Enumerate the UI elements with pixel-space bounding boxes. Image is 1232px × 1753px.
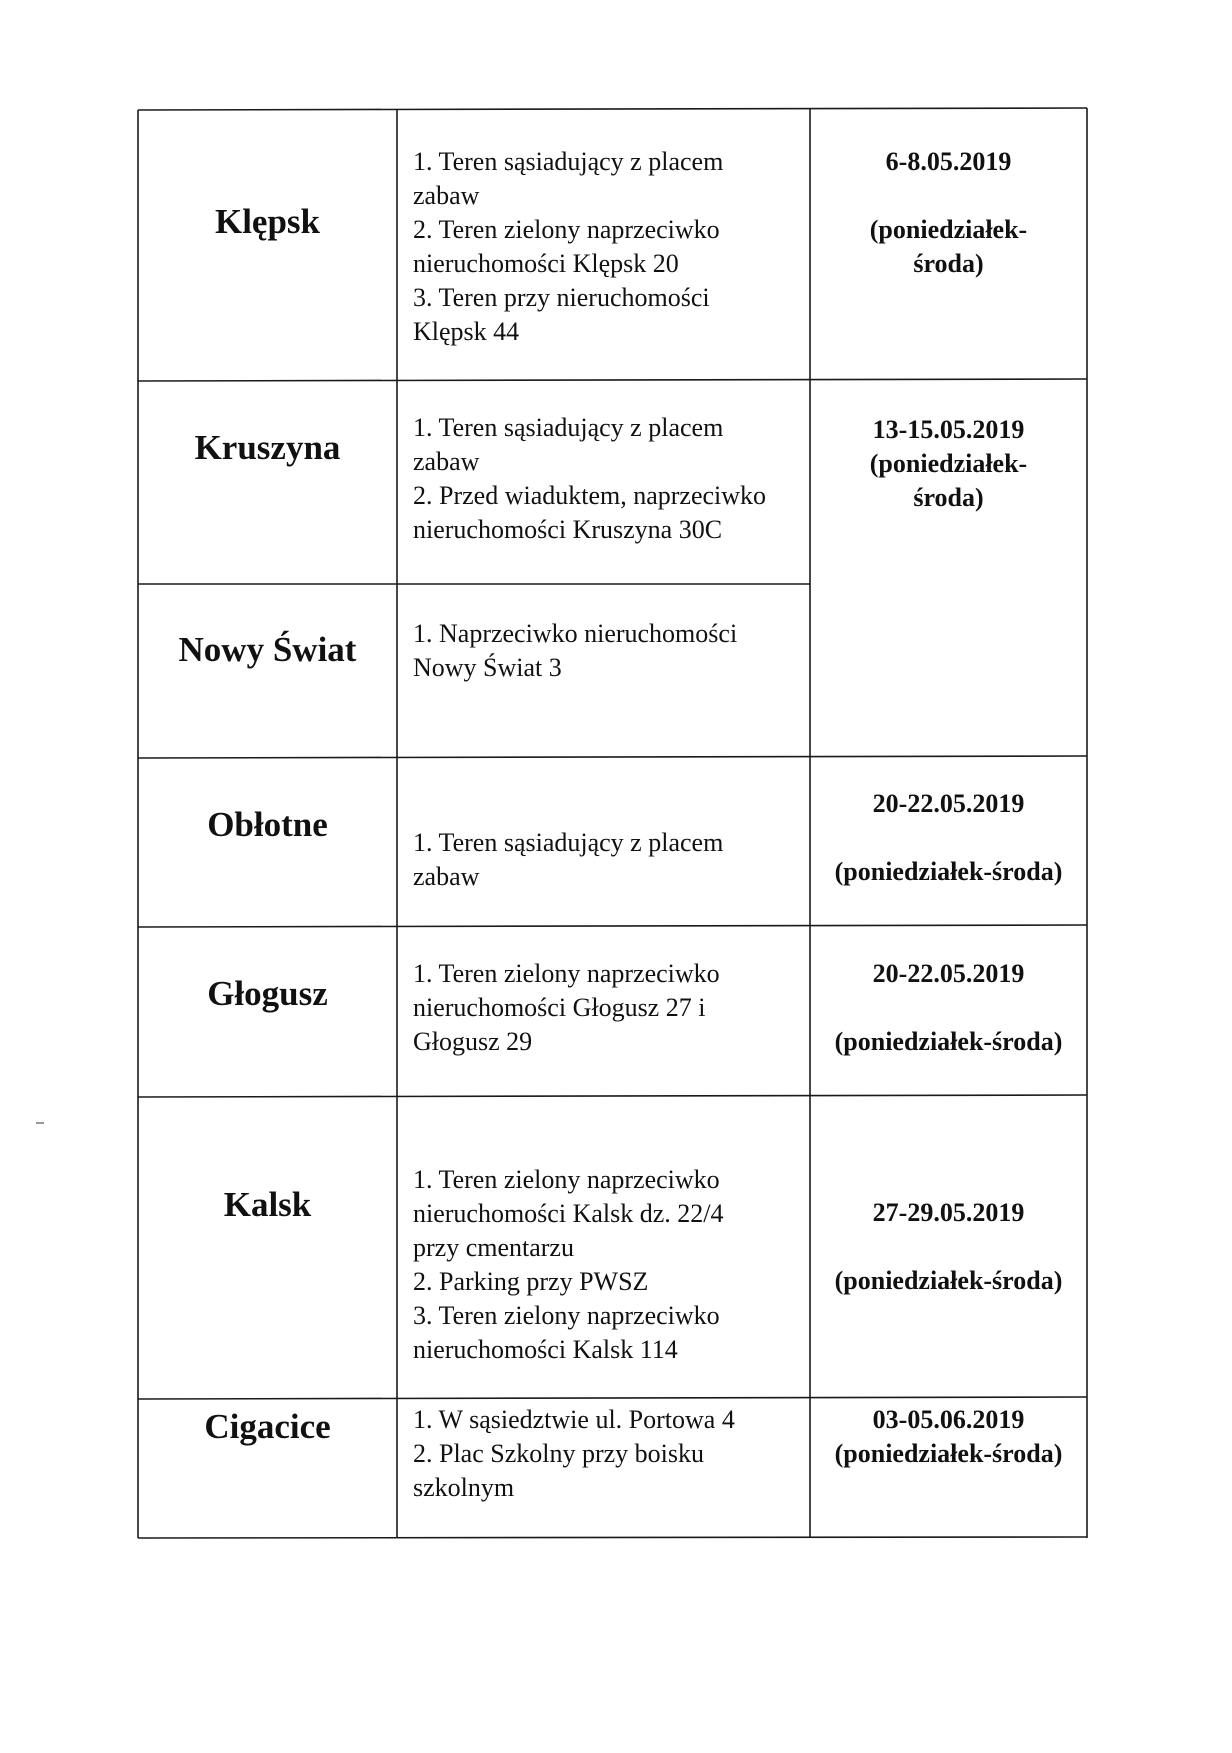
locations-cell [397, 110, 810, 381]
weekdays: (poniedziałek- [869, 449, 1028, 478]
date-cell [810, 1397, 1087, 1537]
date-range: 20-22.05.2019 [872, 789, 1025, 818]
location-line: nieruchomości Głogusz 27 i [413, 993, 706, 1022]
locations-cell [397, 584, 810, 758]
locations-cell [397, 927, 810, 1097]
date-cell [810, 379, 1087, 756]
location-line: Nowy Świat 3 [413, 653, 562, 682]
date-cell [810, 925, 1087, 1095]
weekdays: (poniedziałek-środa) [834, 1266, 1063, 1295]
weekdays: (poniedziałek- [869, 215, 1028, 244]
table-row [138, 758, 397, 927]
locations-cell [397, 1399, 810, 1538]
date-range: 13-15.05.2019 [872, 415, 1025, 444]
location-line: 3. Teren zielony naprzeciwko [413, 1301, 720, 1330]
location-line: 1. Teren zielony naprzeciwko [413, 959, 720, 988]
locations-cell [397, 1097, 810, 1399]
location-line: zabaw [413, 181, 480, 210]
town-name: Kalsk [223, 1185, 312, 1224]
town-name: Nowy Świat [178, 630, 357, 669]
town-name: Obłotne [207, 805, 328, 844]
table-row [138, 1399, 397, 1538]
location-line: 1. Teren sąsiadujący z placem [413, 828, 724, 857]
location-line: nieruchomości Kalsk 114 [413, 1335, 678, 1364]
table-row [138, 1097, 397, 1399]
location-line: nieruchomości Kruszyna 30C [413, 515, 723, 544]
location-line: 2. Teren zielony naprzeciwko [413, 215, 720, 244]
weekdays: (poniedziałek-środa) [834, 1027, 1063, 1056]
table-row [138, 584, 397, 758]
table-row [138, 381, 397, 584]
location-line: Klępsk 44 [413, 317, 520, 346]
weekdays: środa) [913, 483, 984, 512]
location-line: szkolnym [413, 1473, 515, 1502]
location-line: 1. W sąsiedztwie ul. Portowa 4 [413, 1405, 735, 1434]
weekdays: (poniedziałek-środa) [834, 857, 1063, 886]
locations-cell [397, 758, 810, 927]
table-row [138, 110, 397, 381]
scan-mark [36, 1122, 44, 1124]
location-line: zabaw [413, 862, 480, 891]
location-line: Głogusz 29 [413, 1027, 533, 1056]
table-row [138, 927, 397, 1097]
date-range: 03-05.06.2019 [872, 1405, 1025, 1434]
date-range: 20-22.05.2019 [872, 959, 1025, 988]
location-line: 2. Plac Szkolny przy boisku [413, 1439, 705, 1468]
date-cell [810, 108, 1087, 379]
location-line: 1. Teren zielony naprzeciwko [413, 1165, 720, 1194]
location-line: 2. Parking przy PWSZ [413, 1267, 649, 1296]
locations-cell [397, 381, 810, 584]
date-range: 27-29.05.2019 [872, 1198, 1025, 1227]
location-line: 3. Teren przy nieruchomości [413, 283, 710, 312]
location-line: nieruchomości Klępsk 20 [413, 249, 679, 278]
location-line: 1. Teren sąsiadujący z placem [413, 413, 724, 442]
town-name: Klępsk [214, 202, 321, 241]
location-line: 1. Teren sąsiadujący z placem [413, 147, 724, 176]
date-cell [810, 756, 1087, 925]
town-name: Głogusz [207, 974, 328, 1013]
date-range: 6-8.05.2019 [885, 147, 1012, 176]
location-line: 2. Przed wiaduktem, naprzeciwko [413, 481, 767, 510]
date-cell [810, 1095, 1087, 1397]
location-line: nieruchomości Kalsk dz. 22/4 [413, 1199, 724, 1228]
weekdays: środa) [913, 249, 984, 278]
location-line: przy cmentarzu [413, 1233, 574, 1262]
town-name: Kruszyna [194, 428, 341, 467]
location-line: zabaw [413, 447, 480, 476]
weekdays: (poniedziałek-środa) [834, 1439, 1063, 1468]
town-name: Cigacice [204, 1407, 331, 1446]
location-line: 1. Naprzeciwko nieruchomości [413, 619, 738, 648]
